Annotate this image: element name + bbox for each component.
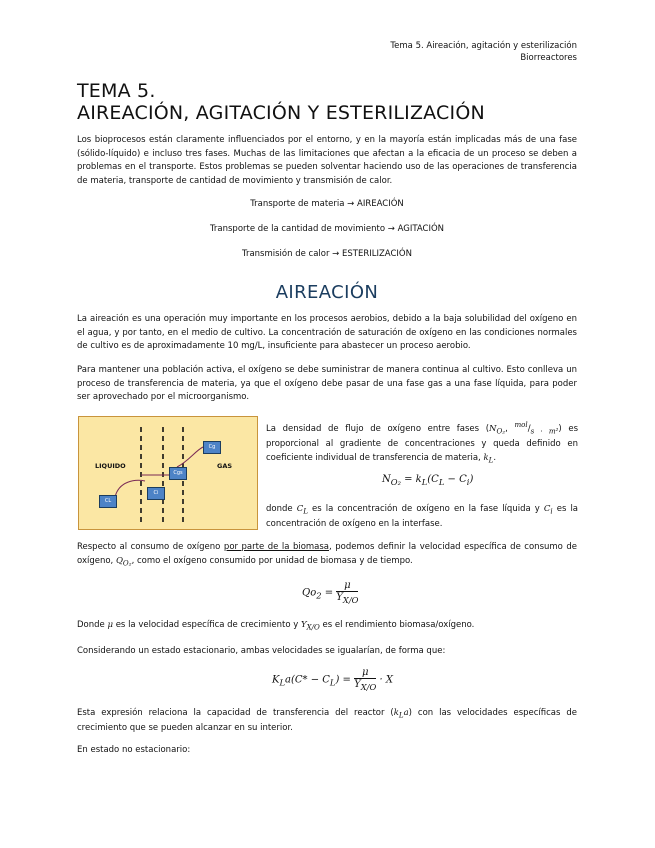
kla-k: k	[393, 708, 399, 718]
consumo-paragraph	[77, 541, 577, 570]
donde-paragraph	[266, 503, 578, 532]
flux-text-1: La densidad de flujo de oxígeno entre fases (	[266, 423, 490, 434]
mu-text-c: es el rendimiento biomasa/oxígeno.	[322, 620, 475, 630]
qo2-sub: O₂	[122, 558, 132, 568]
mu-symbol: μ	[107, 620, 113, 630]
eq2-num: μ	[336, 580, 358, 592]
mapping-movimiento: Transporte de la cantidad de movimiento → AGITACIÓN	[209, 224, 445, 234]
box-cg: Cg	[203, 441, 221, 454]
cl-symbol: C	[296, 504, 304, 514]
eq3-den-sub: X/O	[360, 682, 377, 692]
eq3-k-sub: L	[279, 677, 286, 688]
section-title: AIREACIÓN	[275, 282, 379, 303]
running-header	[390, 40, 577, 64]
yxo-sub: X/O	[306, 622, 320, 632]
estacionario-paragraph: Considerando un estado estacionario, ambas velocidades se igualarían, de forma que:	[77, 646, 446, 656]
ci-symbol: C	[543, 504, 551, 514]
oxygen-transfer-diagram	[78, 416, 258, 530]
ci-sub: i	[550, 506, 553, 516]
eq3-k: K	[272, 674, 280, 686]
aireacion-paragraph-2: Para mantener una población activa, el oxígeno se debe suministrar de manera continua al cultivo. Esto conlleva un proceso de transferencia de materia, ya que el oxígeno debe pasar de una fase gas a una fase líquida, para poder ser aprovechado por el microorganismo.	[77, 365, 577, 403]
qo2-symbol: Q	[115, 555, 123, 566]
expresion-paragraph	[77, 707, 577, 736]
expr-text-a: Esta expresión relaciona la capacidad de transferencia del reactor (	[77, 708, 394, 718]
qo2-equation: $Qo_2$ = $\frac{\mu}{Y_{X/O}}$	[302, 580, 359, 605]
mu-text-b: es la velocidad específica de crecimiento y	[115, 620, 299, 630]
eq1-end: − C	[447, 474, 467, 485]
diagram-drawing	[79, 417, 257, 529]
title-line-1: TEMA 5.	[77, 80, 156, 102]
eq1-rhs-sub: L	[421, 477, 428, 487]
no-estacionario-paragraph: En estado no estacionario:	[77, 745, 191, 755]
mapping-calor: Transmisión de calor → ESTERILIZACIÓN	[242, 249, 412, 259]
unit-num: mol	[514, 420, 528, 429]
consumo-underlined: por parte de la biomasa	[223, 542, 330, 552]
flux-symbol: N	[489, 423, 497, 434]
eq1-end-sub: i	[466, 477, 470, 487]
eq1-n-sub: O₂	[390, 477, 401, 487]
flux-paragraph: La densidad de flujo de oxígeno entre fases ($N_{O_2}$, $^{mol}/_{s \cdot m^2}$) es proporcional al gradiente de concentraciones y queda definido en coeficiente individual de transferencia de materia, $k_L$.	[266, 420, 579, 465]
eq1-tail: (C	[427, 474, 439, 485]
kl-symbol: k	[483, 452, 489, 463]
box-ci: Ci	[147, 487, 165, 500]
kl-sub: L	[488, 455, 494, 465]
eq3-den-y: Y	[354, 679, 361, 690]
donde-mu-paragraph	[77, 619, 577, 634]
liquid-label: LIQUIDO	[95, 462, 126, 470]
mu-text-a: Donde	[77, 620, 105, 630]
kla-a: a	[403, 708, 409, 718]
eq2-den-sub: X/O	[342, 595, 359, 605]
flux-text-2: ) es proporcional al gradiente de concentraciones y queda definido en coeficiente individual de transferencia de materia,	[266, 423, 579, 463]
balance-equation	[272, 667, 393, 693]
kla-sub: L	[398, 710, 404, 720]
eq3-end: ) =	[335, 674, 351, 686]
eq3-fraction	[354, 667, 376, 693]
donde-text-2: es la concentración de oxígeno en la fase líquida y	[311, 504, 540, 514]
header-book: Biorreactores	[520, 53, 577, 63]
mapping-materia: Transporte de materia → AIREACIÓN	[250, 199, 404, 209]
flux-equation: $N_{O_2} = k_L(C_L - C_i)$	[382, 474, 474, 487]
eq2-lhs: Qo	[302, 587, 317, 599]
eq2-den-y: Y	[336, 592, 343, 603]
expr-text-b: ) con las velocidades específicas de crecimiento que se pueden alcanzar en su interior.	[77, 708, 577, 734]
consumo-text-c: , como el oxígeno consumido por unidad de biomasa y de tiempo.	[131, 555, 413, 566]
eq3-mid: a(C* − C	[285, 674, 330, 686]
donde-text-1: donde	[266, 504, 293, 514]
yxo-symbol: Y	[300, 620, 307, 630]
box-cgs: Cgs	[169, 467, 187, 480]
unit-den: s · m²	[530, 426, 559, 436]
aireacion-paragraph-1: La aireación es una operación muy importante en los procesos aerobios, debido a la baja solubilidad del oxígeno en el agua, y por tanto, en el medio de cultivo. La concentración de saturación de oxígeno en las condiciones normales de cultivo es de aproximadamente 10 mg/L, insuficiente para abastecer un proceso aerobio.	[77, 314, 577, 352]
eq2-fraction	[336, 580, 358, 606]
eq2-den	[336, 592, 358, 606]
eq1-n: N	[382, 474, 391, 485]
eq1-tail-sub: L	[438, 477, 445, 487]
gas-label: GAS	[217, 462, 233, 470]
title-line-2: AIREACIÓN, AGITACIÓN Y ESTERILIZACIÓN	[77, 102, 485, 124]
box-cl: CL	[99, 495, 117, 508]
eq3-num: μ	[354, 667, 376, 679]
header-chapter: Tema 5. Aireación, agitación y esterilización	[390, 41, 577, 51]
donde-text-3: es la concentración de oxígeno en la interfase.	[266, 504, 579, 530]
intro-paragraph: Los bioprocesos están claramente influenciados por el entorno, y en la mayoría están implicadas más de una fase (sólido-líquido) e incluso tres fases. Muchas de las limitaciones que afectan a la eficacia de un proceso se deben a problemas en el transporte. Estos problemas se pueden solventar haciendo uso de las operaciones de transferencia de materia, transporte de cantidad de movimiento y transmisión de calor.	[77, 135, 577, 186]
flux-sub: O₂	[496, 426, 506, 436]
eq2-lhs-sub: 2	[316, 590, 322, 601]
cl-sub: L	[303, 506, 308, 516]
page-title	[77, 80, 485, 124]
eq1-rhs: = k	[404, 474, 422, 485]
consumo-text-b: , podemos definir la velocidad específica de consumo de oxígeno,	[77, 542, 578, 566]
eq3-den	[354, 679, 376, 693]
consumo-text-a: Respecto al consumo de oxígeno	[77, 542, 221, 552]
eq3-tail: · X	[379, 674, 393, 686]
eq3-mid-sub: L	[329, 677, 336, 688]
